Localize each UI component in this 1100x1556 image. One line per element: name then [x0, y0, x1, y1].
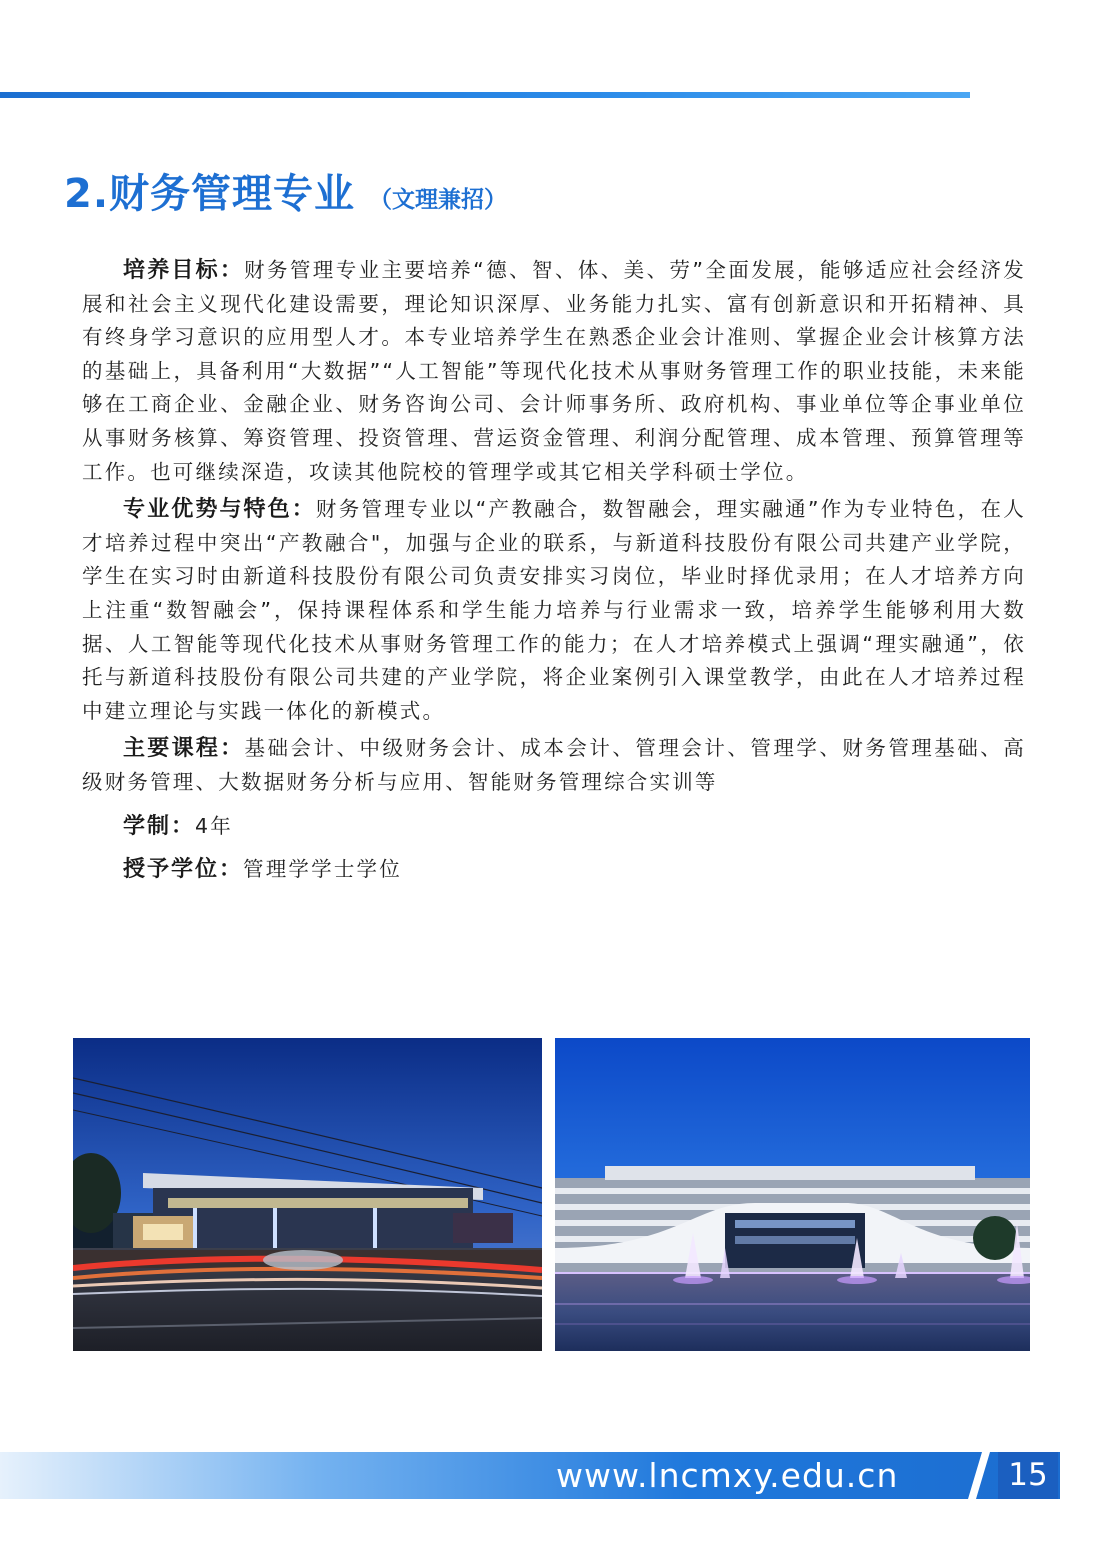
label-training-goal: 培养目标： [123, 257, 245, 283]
section-title-subtitle: （文理兼招） [369, 187, 508, 213]
label-main-courses: 主要课程： [123, 735, 245, 762]
paragraph-degree [82, 853, 1026, 887]
footer-website-link[interactable]: www.lncmxy.edu.cn [556, 1456, 899, 1495]
campus-building-fountain-image [555, 1038, 1030, 1351]
paragraph-duration [82, 810, 1026, 844]
text-main-courses: 基础会计、中级财务会计、成本会计、管理会计、管理学、财务管理基础、高级财务管理、大数据财务分析与应用、智能财务管理综合实训等 [82, 736, 1026, 794]
paragraph-main-courses [82, 732, 1026, 799]
top-accent-rule [0, 92, 970, 98]
section-title-main: 2.财务管理专业 [64, 171, 356, 217]
campus-gate-night-photo [73, 1038, 542, 1351]
footer-bar [0, 1452, 1060, 1499]
text-advantages: 财务管理专业以“产教融合，数智融会，理实融通”作为专业特色，在人才培养过程中突出“产教融合"，加强与企业的联系，与新道科技股份有限公司共建产业学院，学生在实习时由新道科技股份有限公司负责安排实习岗位，毕业时择优录用；在人才培养方向上注重“数智融会”，保持课程体系和学生能力培养与行业需求一致，培养学生能够利用大数据、人工智能等现代化技术从事财务管理工作的能力；在人才培养模式上强调“理实融通”，依托与新道科技股份有限公司共建的产业学院，将企业案例引入课堂教学，由此在人才培养过程中建立理论与实践一体化的新模式。 [82, 497, 1026, 723]
label-duration: 学制： [123, 812, 196, 839]
footer-slash-icon [968, 1452, 990, 1499]
photo-row [73, 1038, 1030, 1351]
text-duration: 4年 [195, 813, 233, 838]
paragraph-training-goal [82, 254, 1026, 489]
label-advantages: 专业优势与特色： [123, 496, 316, 523]
paragraph-advantages [82, 493, 1026, 728]
section-body [82, 254, 1026, 891]
campus-gate-night-image [73, 1038, 542, 1351]
label-degree: 授予学位： [123, 856, 244, 883]
text-training-goal: 财务管理专业主要培养“德、智、体、美、劳”全面发展，能够适应社会经济发展和社会主义现代化建设需要，理论知识深厚、业务能力扎实、富有创新意识和开拓精神、具有终身学习意识的应用型人才。本专业培养学生在熟悉企业会计准则、掌握企业会计核算方法的基础上，具备利用“大数据”“人工智能”等现代化技术从事财务管理工作的职业技能，未来能够在工商企业、金融企业、财务咨询公司、会计师事务所、政府机构、事业单位等企事业单位从事财务核算、筹资管理、投资管理、营运资金管理、利润分配管理、成本管理、预算管理等工作。也可继续深造，攻读其他院校的管理学或其它相关学科硕士学位。 [82, 258, 1026, 484]
campus-building-fountain-photo [555, 1038, 1030, 1351]
section-title [64, 162, 507, 222]
text-degree: 管理学学士学位 [243, 857, 402, 882]
page-number: 15 [998, 1452, 1058, 1499]
